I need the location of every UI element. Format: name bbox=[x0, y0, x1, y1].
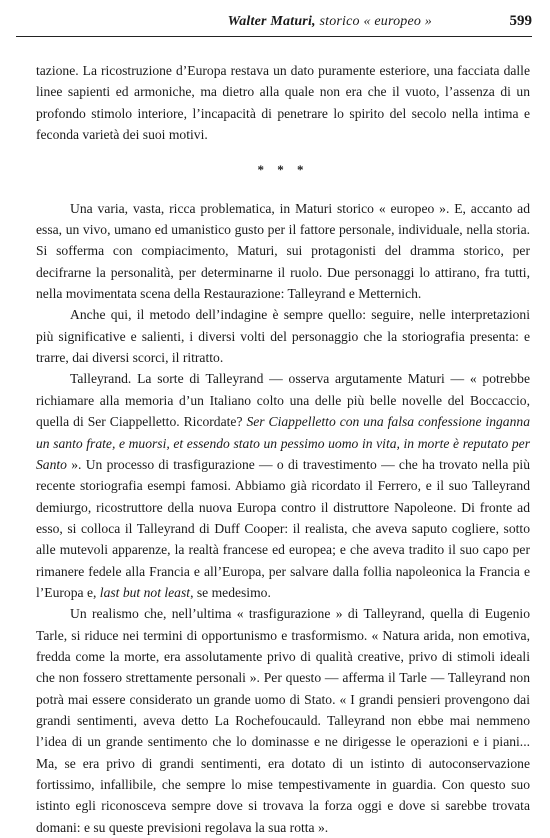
talleyrand-text-2: ». Un processo di trasfigurazione — o di travestimento — che ha trovato nella più recente storiografia esempi famosi. Abbiamo già ricordato il Ferrero, e il suo Talleyrand demiurgo, ricostruttore della nuova Europa contro il distruttore Napoleone. Di fronte ad esso, si colloca il Talleyrand di Duff Cooper: il realista, che aveva saputo cogliere, sotto alle mutevoli apparenze, la realtà francese ed europea; e che aveva tradito il suo capo per rimanere fedele alla Francia e all’Europa, per salvare dalla follia napoleonica la Francia e l’Europa e, bbox=[36, 456, 530, 600]
paragraph-metodo: Anche qui, il metodo dell’indagine è sempre quello: seguire, nelle interpretazioni più significative e salienti, i diversi volti del personaggio che la storiografia presenta: e trarre, dai diversi scorci, il ritratto. bbox=[36, 307, 530, 366]
paragraph-maturi-europeo: Una varia, vasta, ricca problematica, in Maturi storico « europeo ». E, accanto ad essa, un vivo, umano ed umanistico gusto per il fattore personale, individuale, nella storia. Si sofferma con compiacimento, Maturi, sui protagonisti del dramma storico, per decifrarne la personalità, per determinarne il ruolo. Due personaggi lo attirano, fra tutti, nella movimentata scena della Restaurazione: Talleyrand e Metternich. bbox=[36, 200, 530, 302]
section-separator: * * * bbox=[257, 162, 309, 178]
talleyrand-text-1: Talleyrand. La sorte di Talleyrand — osserva argutamente Maturi — « potrebbe richiamare alla memoria d’un Italiano colto una delle più belle novelle del Boccaccio, quella di Ser Ciappelletto. Ricordate? bbox=[36, 371, 530, 430]
boccaccio-quote: Ser Ciappelletto con una falsa confessione inganna un santo frate, e muorsi, et essendo stato un pessimo uomo in vita, in morte è reputato per Santo bbox=[36, 414, 530, 472]
running-head bbox=[228, 14, 432, 30]
last-but-not-least: last but not least bbox=[99, 584, 191, 600]
running-head-title: storico « europeo » bbox=[315, 14, 432, 29]
page-body bbox=[36, 60, 530, 838]
talleyrand-text-3: , se medesimo. bbox=[190, 584, 271, 600]
running-head-author: Walter Maturi, bbox=[227, 14, 316, 29]
page-header bbox=[16, 10, 532, 37]
page-number: 599 bbox=[509, 13, 532, 29]
paragraph-continuation: tazione. La ricostruzione d’Europa restava un dato puramente esteriore, una facciata dalle linee sapienti ed armoniche, ma dietro alla quale non era che il vuoto, l’assenza di un profondo stimolo interiore, l’incapacità di penetrare lo spirito del secolo nella intima e feconda varietà dei suoi motivi. bbox=[36, 63, 530, 143]
paragraph-talleyrand bbox=[36, 368, 530, 603]
paragraph-tarle: Un realismo che, nell’ultima « trasfigurazione » di Talleyrand, quella di Eugenio Tarle, si riduce nei termini di opportunismo e trasformismo. « Natura arida, non emotiva, fredda come la morte, era assolutamente privo di qualità creative, privo di stimoli ideali che non fossero strettamente personali ». Per questo — afferma il Tarle — Talleyrand non potrà mai essere considerato un grande uomo di Stato. « I grandi pensieri provengono dai grandi sentimenti, aveva detto La Rochefoucauld. Talleyrand non ebbe mai nemmeno l’idea di un grande sentimento che lo dominasse e ne dirigesse le operazioni e i piani... Ma, se era privo di grandi sentimenti, era dotato di un istinto di autoconservazione fortissimo, infallibile, che sempre lo mise tempestivamente in guardia. Con questo suo istinto egli riconosceva sempre dove si trovava la forza oggi e dove si sarebbe trovata domani: e su queste previsioni regolava la sua rotta ». bbox=[36, 606, 530, 835]
